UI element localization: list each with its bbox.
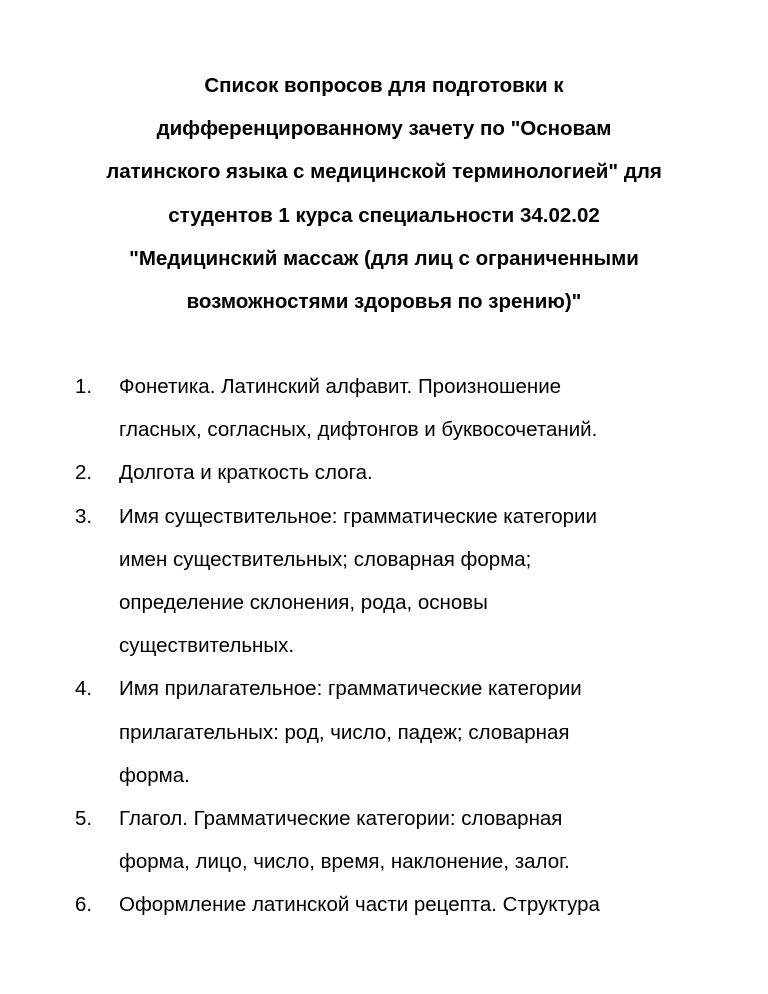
title-line: "Медицинский массаж (для лиц с ограниченными [129,246,639,270]
item-text-line: Имя прилагательное: грамматические категории [119,677,582,701]
list-item [0,451,768,494]
title-line: дифференцированному зачету по "Основам [156,117,612,141]
title-line: возможностями здоровья по зрению)" [186,290,582,314]
item-number: 5. [75,807,93,831]
item-text [119,667,719,797]
title-line: студентов 1 курса специальности 34.02.02 [168,203,600,227]
list-item [0,883,768,926]
item-text-line: гласных, согласных, дифтонгов и буквосочетаний. [119,418,598,442]
item-text [119,495,719,668]
item-text-line: прилагательных: род, число, падеж; словарная [119,720,570,744]
item-text-line: Долгота и краткость слога. [119,461,373,485]
item-number: 1. [75,375,93,398]
item-text [119,451,719,494]
title-line: Список вопросов для подготовки к [204,74,564,97]
list-item [0,365,768,451]
document-title [60,64,708,323]
item-text [119,365,719,451]
item-number: 4. [75,677,93,701]
item-number: 2. [75,461,93,485]
item-text-line: имен существительных; словарная форма; [119,547,532,571]
item-text [119,797,719,883]
list-item [0,495,768,668]
item-text-line: Глагол. Грамматические категории: словарная [119,807,563,831]
item-text-line: существительных. [119,634,295,658]
item-text-line: форма. [119,763,190,787]
questions-list [0,365,768,927]
title-line: латинского языка с медицинской терминологией" для [106,160,662,184]
item-text-line: определение склонения, рода, основы [119,591,488,615]
item-text-line: форма, лицо, число, время, наклонение, залог. [119,850,570,874]
item-text-line: Имя существительное: грамматические категории [119,504,597,528]
list-item [0,797,768,883]
item-number: 6. [75,893,93,917]
item-text [119,883,719,926]
item-text-line: Оформление латинской части рецепта. Структура [119,893,600,917]
list-item [0,667,768,797]
item-number: 3. [75,504,93,528]
item-text-line: Фонетика. Латинский алфавит. Произношение [119,375,562,398]
